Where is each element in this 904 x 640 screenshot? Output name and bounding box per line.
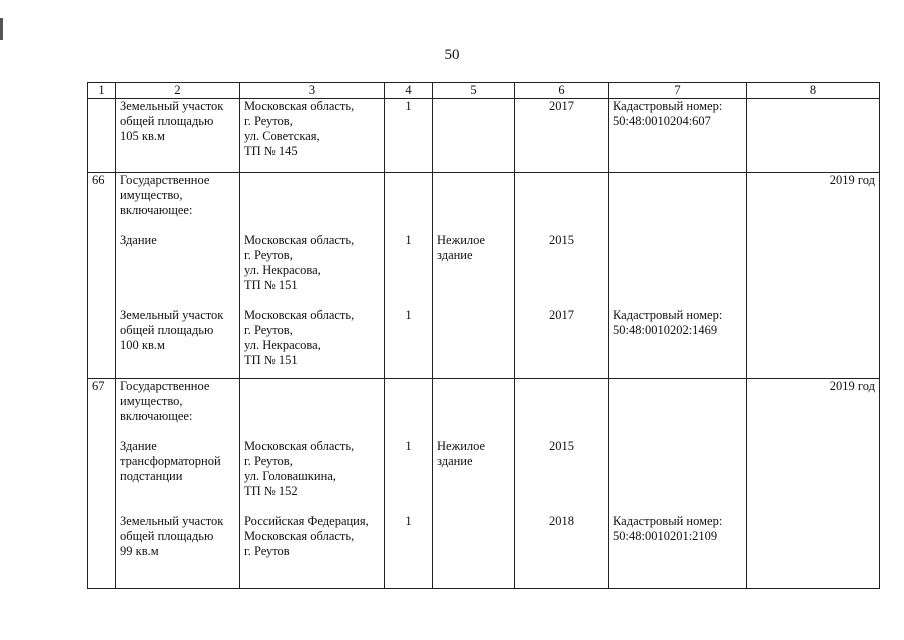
table-cell	[88, 99, 116, 173]
cell-line: 2015	[549, 233, 574, 247]
cell-block	[244, 308, 380, 368]
cell-spacer	[120, 293, 235, 308]
table-cell	[385, 379, 433, 589]
table-cell	[240, 99, 385, 173]
cell-spacer	[613, 424, 742, 439]
cell-line: 2017	[549, 99, 574, 113]
cell-spacer	[613, 499, 742, 514]
cell-block	[92, 379, 111, 394]
cell-line: Российская Федерация,	[244, 514, 369, 528]
cell-block	[613, 514, 742, 559]
column-number: 8	[747, 83, 880, 99]
cell-block	[437, 514, 510, 559]
cell-line: 50:48:0010204:607	[613, 114, 711, 128]
cell-line: Нежилое	[437, 439, 486, 453]
table-cell	[515, 99, 609, 173]
cell-block	[244, 233, 380, 293]
cell-spacer	[389, 293, 428, 308]
cell-spacer	[437, 293, 510, 308]
cell-line: Государственное	[120, 173, 210, 187]
cell-spacer	[120, 499, 235, 514]
cell-line: Здание	[120, 233, 157, 247]
cell-spacer	[437, 424, 510, 439]
cell-line: ул. Некрасова,	[244, 263, 321, 277]
table-cell	[433, 99, 515, 173]
cell-block	[389, 514, 428, 559]
cell-spacer	[244, 218, 380, 233]
cell-spacer	[120, 218, 235, 233]
cell-block	[120, 514, 235, 559]
cell-block	[519, 233, 604, 293]
column-number-row	[88, 83, 880, 99]
cell-block	[613, 99, 742, 159]
cell-spacer	[519, 499, 604, 514]
property-registry-table	[87, 82, 880, 589]
cell-line: здание	[437, 248, 473, 262]
cell-spacer	[437, 499, 510, 514]
cell-line: 1	[405, 308, 412, 322]
cell-line: ТП № 151	[244, 278, 298, 292]
cell-line: трансформаторной	[120, 454, 221, 468]
cell-line: 100 кв.м	[120, 338, 165, 352]
cell-line: 66	[92, 173, 105, 187]
column-number: 3	[240, 83, 385, 99]
cell-block	[389, 99, 428, 159]
cell-line: общей площадью	[120, 114, 214, 128]
cell-line: здание	[437, 454, 473, 468]
cell-spacer	[244, 173, 380, 218]
table-cell	[88, 379, 116, 589]
cell-line: 50:48:0010202:1469	[613, 323, 718, 337]
cell-spacer	[519, 379, 604, 424]
cell-line: Московская область,	[244, 529, 355, 543]
cell-block	[519, 514, 604, 559]
cell-spacer	[389, 379, 428, 424]
cell-block	[751, 379, 875, 394]
cell-block	[244, 439, 380, 499]
cell-line: 105 кв.м	[120, 129, 165, 143]
cell-spacer	[244, 424, 380, 439]
cell-block	[389, 439, 428, 499]
cell-line: включающее:	[120, 203, 193, 217]
cell-line: Московская область,	[244, 99, 355, 113]
cell-line: 67	[92, 379, 105, 393]
column-number: 7	[609, 83, 747, 99]
cell-block	[92, 173, 111, 188]
cell-spacer	[613, 218, 742, 233]
cell-line: Московская область,	[244, 233, 355, 247]
cell-line: ул. Советская,	[244, 129, 320, 143]
cell-spacer	[613, 293, 742, 308]
cell-block	[519, 308, 604, 368]
table-cell	[116, 99, 240, 173]
cell-block	[120, 439, 235, 499]
cell-line: ТП № 151	[244, 353, 298, 367]
table-cell	[385, 173, 433, 379]
cell-spacer	[613, 379, 742, 424]
cell-line: г. Реутов	[244, 544, 290, 558]
table-cell	[747, 173, 880, 379]
cell-line: 99 кв.м	[120, 544, 159, 558]
cell-block	[120, 233, 235, 293]
table-cell	[609, 99, 747, 173]
cell-line: имущество,	[120, 188, 183, 202]
table-cell	[116, 173, 240, 379]
cell-block	[613, 439, 742, 499]
cell-line: Земельный участок	[120, 308, 224, 322]
table-cell	[240, 379, 385, 589]
cell-spacer	[389, 218, 428, 233]
column-number: 1	[88, 83, 116, 99]
cell-block	[519, 439, 604, 499]
cell-line: 2018	[549, 514, 574, 528]
cell-block	[613, 308, 742, 368]
cell-line: 2015	[549, 439, 574, 453]
cell-line: г. Реутов,	[244, 323, 293, 337]
cell-line: Земельный участок	[120, 99, 224, 113]
table-cell	[385, 99, 433, 173]
cell-line: включающее:	[120, 409, 193, 423]
cell-block	[244, 99, 380, 159]
cell-line: г. Реутов,	[244, 248, 293, 262]
table-cell	[88, 173, 116, 379]
cell-line: 1	[405, 439, 412, 453]
cell-line: общей площадью	[120, 323, 214, 337]
cell-block	[120, 99, 235, 159]
cell-line: Государственное	[120, 379, 210, 393]
cell-spacer	[519, 293, 604, 308]
cell-spacer	[389, 173, 428, 218]
cell-spacer	[613, 173, 742, 218]
cell-line: 2019 год	[829, 379, 875, 393]
cell-line: Кадастровый номер:	[613, 514, 723, 528]
table-row	[88, 99, 880, 173]
cell-block	[613, 233, 742, 293]
cell-line: Кадастровый номер:	[613, 308, 723, 322]
cell-spacer	[437, 173, 510, 218]
cell-line: 1	[405, 514, 412, 528]
table-cell	[609, 379, 747, 589]
cell-block	[389, 308, 428, 368]
table-cell	[515, 173, 609, 379]
cell-line: ТП № 152	[244, 484, 298, 498]
cell-spacer	[389, 499, 428, 514]
scan-edge-mark	[0, 18, 3, 40]
cell-line: Здание	[120, 439, 157, 453]
cell-spacer	[519, 218, 604, 233]
table-cell	[515, 379, 609, 589]
table-cell	[433, 379, 515, 589]
cell-line: 50:48:0010201:2109	[613, 529, 718, 543]
cell-line: подстанции	[120, 469, 183, 483]
cell-line: г. Реутов,	[244, 114, 293, 128]
cell-spacer	[120, 424, 235, 439]
cell-block	[120, 379, 235, 424]
cell-block	[751, 173, 875, 188]
column-number: 5	[433, 83, 515, 99]
cell-line: г. Реутов,	[244, 454, 293, 468]
cell-line: ТП № 145	[244, 144, 298, 158]
cell-block	[437, 308, 510, 368]
table-cell	[240, 173, 385, 379]
cell-line: имущество,	[120, 394, 183, 408]
cell-line: 1	[405, 233, 412, 247]
cell-block	[437, 233, 510, 293]
table-cell	[116, 379, 240, 589]
cell-line: 2017	[549, 308, 574, 322]
cell-spacer	[244, 293, 380, 308]
cell-spacer	[519, 424, 604, 439]
cell-block	[437, 439, 510, 499]
cell-spacer	[437, 218, 510, 233]
cell-spacer	[244, 379, 380, 424]
table-cell	[433, 173, 515, 379]
cell-block	[244, 514, 380, 559]
column-number: 6	[515, 83, 609, 99]
cell-line: Земельный участок	[120, 514, 224, 528]
cell-block	[120, 308, 235, 368]
cell-line: 2019 год	[829, 173, 875, 187]
cell-line: ул. Некрасова,	[244, 338, 321, 352]
cell-line: Московская область,	[244, 439, 355, 453]
cell-line: 1	[405, 99, 412, 113]
cell-line: ул. Головашкина,	[244, 469, 336, 483]
table-row	[88, 173, 880, 379]
page-number: 50	[444, 47, 460, 63]
cell-block	[437, 99, 510, 159]
cell-block	[519, 99, 604, 159]
column-number: 2	[116, 83, 240, 99]
cell-line: Нежилое	[437, 233, 486, 247]
column-number: 4	[385, 83, 433, 99]
cell-block	[120, 173, 235, 218]
table-cell	[747, 379, 880, 589]
cell-line: Московская область,	[244, 308, 355, 322]
table-cell	[747, 99, 880, 173]
table-cell	[609, 173, 747, 379]
cell-block	[389, 233, 428, 293]
cell-line: общей площадью	[120, 529, 214, 543]
cell-spacer	[437, 379, 510, 424]
cell-spacer	[389, 424, 428, 439]
cell-spacer	[244, 499, 380, 514]
cell-line: Кадастровый номер:	[613, 99, 723, 113]
table-row	[88, 379, 880, 589]
cell-spacer	[519, 173, 604, 218]
